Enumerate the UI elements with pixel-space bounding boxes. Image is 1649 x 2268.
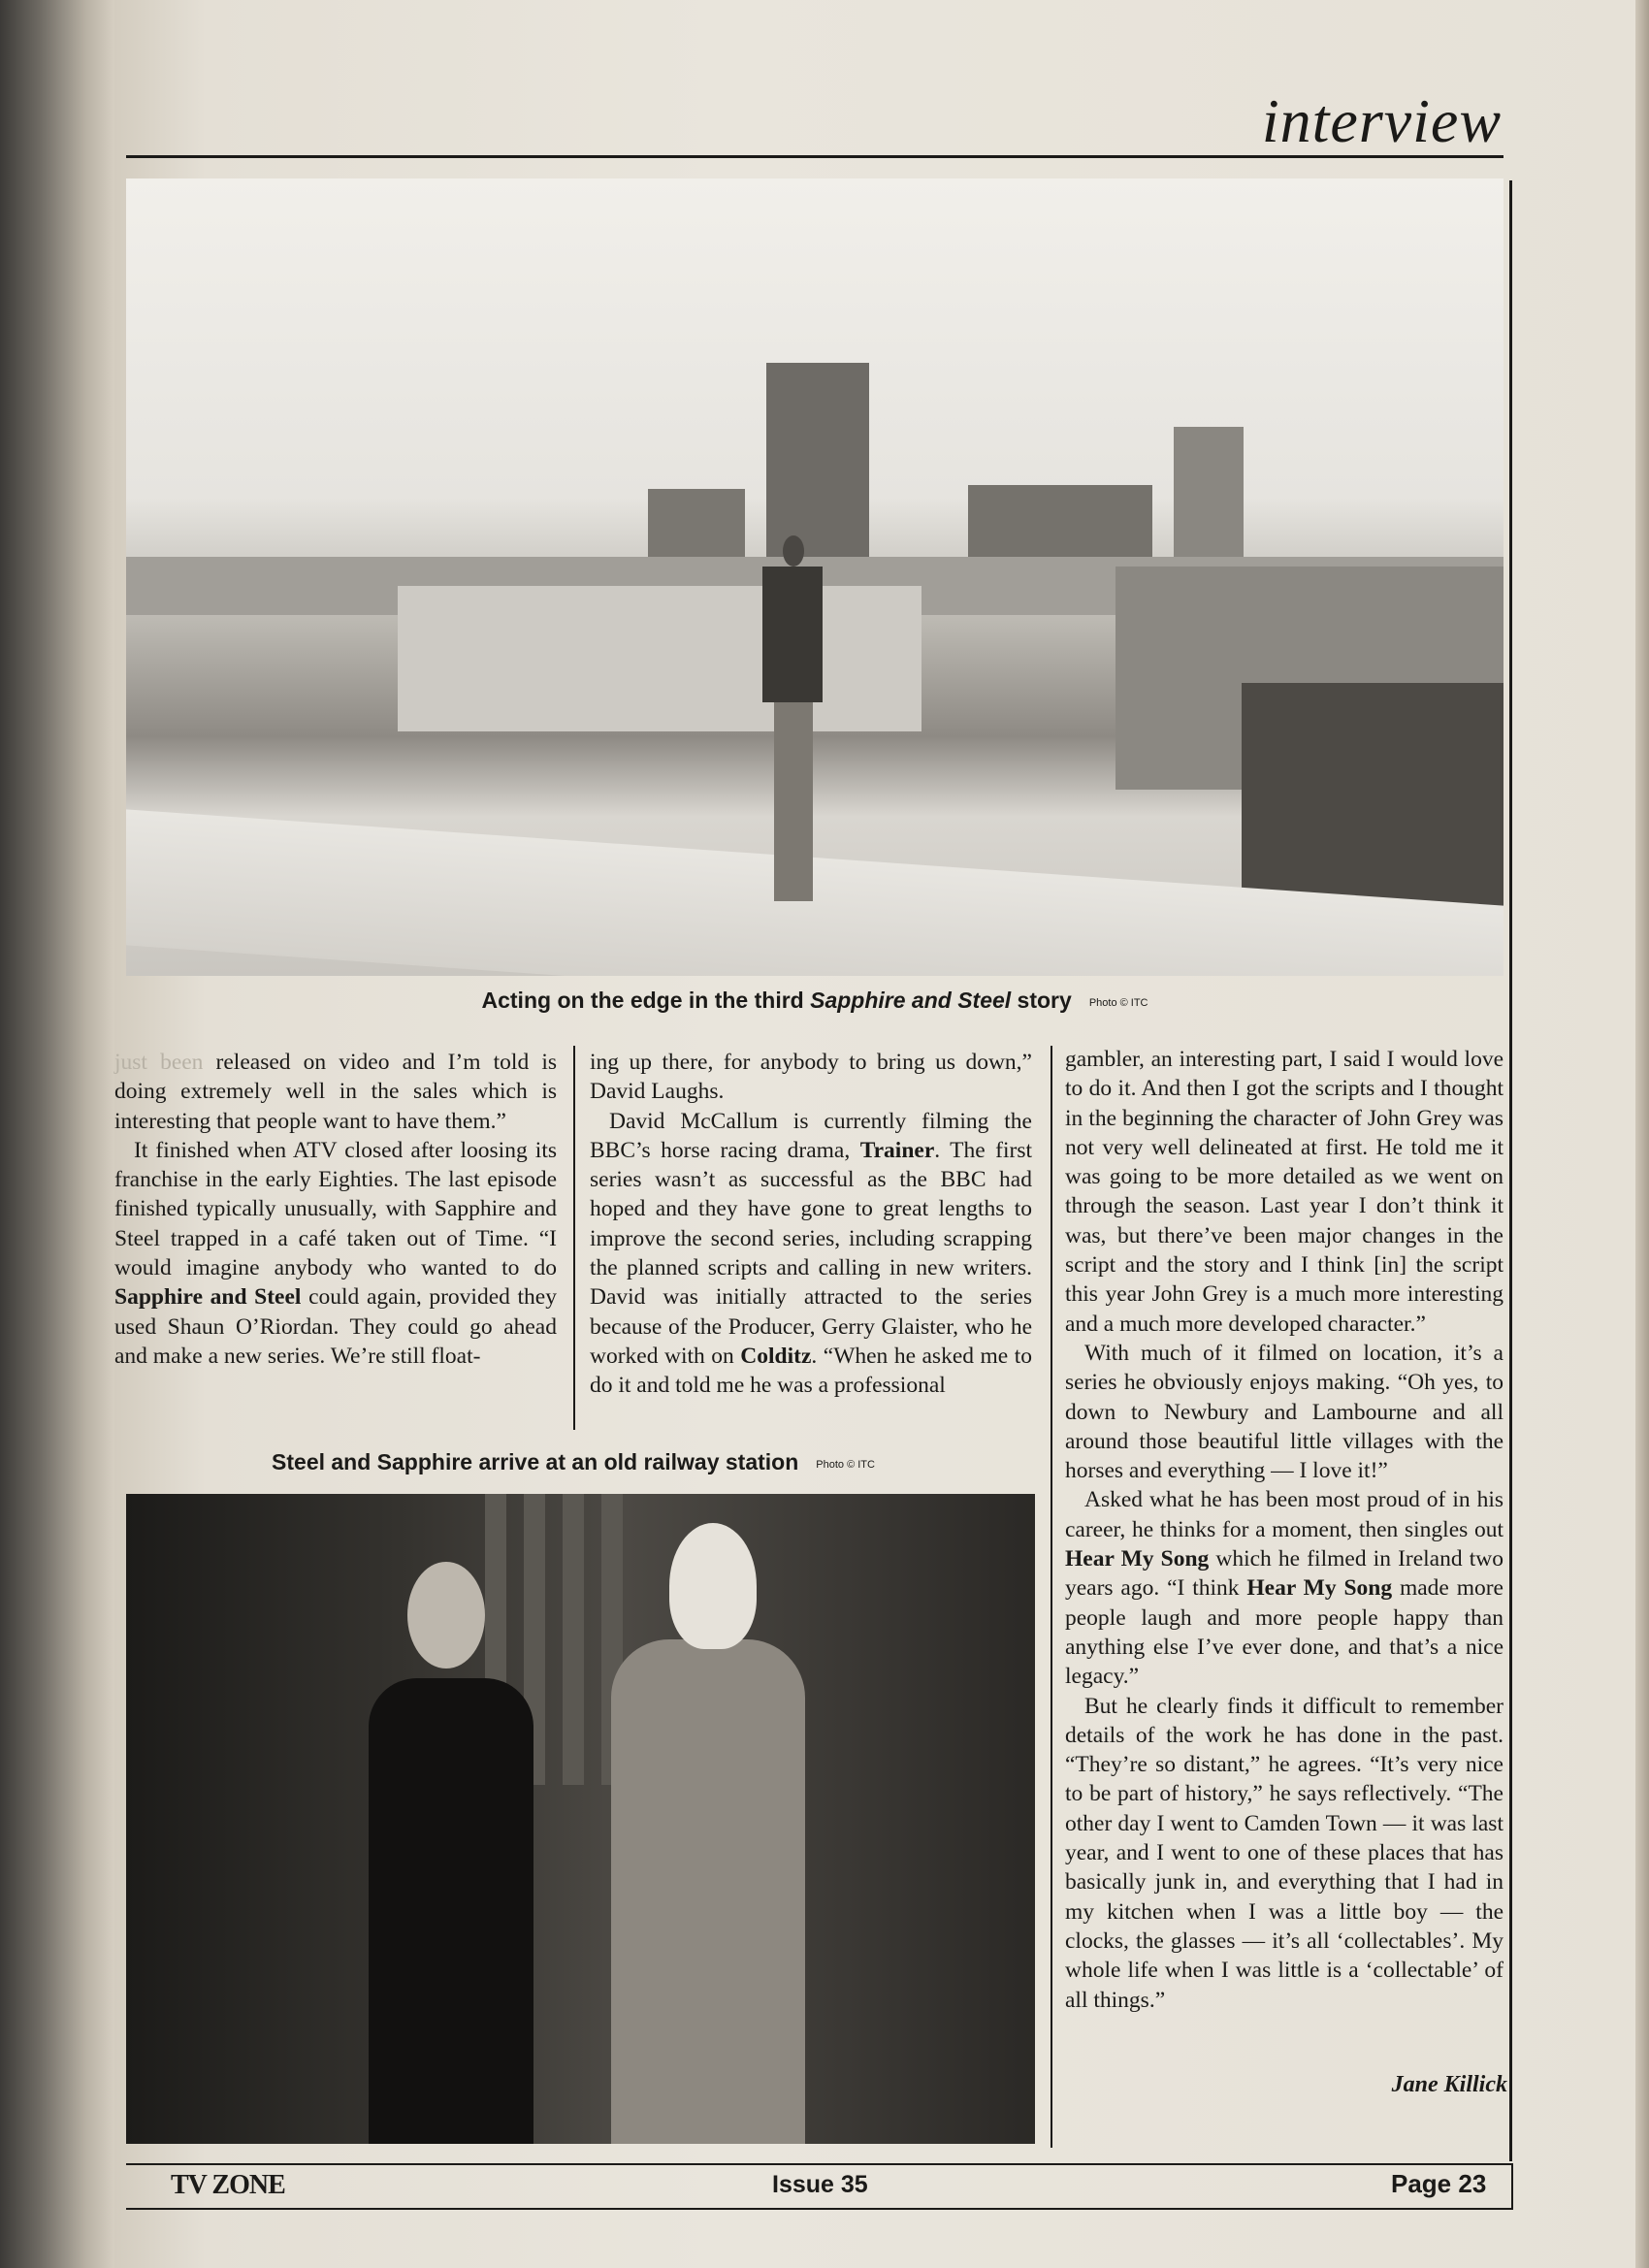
author-byline: Jane Killick <box>1391 2072 1507 2097</box>
column1-paragraph-1: released on video and I’m told is doing extremely well in the sales which is interesting that people want to have them.” <box>114 1050 557 1134</box>
column1-paragraph-2a: It finished when ATV closed after loosing its franchise in the early Eighties. The last episode finished typically unusually, with Sapphire and Steel trapped in a café taken out of Time. “I would imagine anybody who wanted to do <box>114 1137 557 1281</box>
column3-paragraph-1: gambler, an interesting part, I said I would love to do it. And then I got the scripts and I thought in the beginning the character of John Grey was not very well delineated at first. He told me it was going to be more detailed as we went on through the season. Last year I don’t think it was, but there’ve been major changes in the script and the story and I think [in] the script this year John Grey is a much more interesting and a much more developed character.” <box>1065 1047 1504 1337</box>
column3-paragraph-3c: made more people laugh and more people happy than anything else I’ve ever done, and that’s a nice legacy.” <box>1065 1575 1504 1690</box>
show-title-bold: Sapphire and Steel <box>114 1284 302 1311</box>
film-title-2: Hear My Song <box>1246 1575 1393 1602</box>
column3-paragraph-3a: Asked what he has been most proud of in his career, he thinks for a moment, then singles out <box>1065 1487 1504 1542</box>
magazine-logo: TV ZONE <box>171 2170 285 2200</box>
column2-paragraph-1: ing up there, for anybody to bring us down,” David Laughs. <box>590 1050 1032 1105</box>
footer-rule-top <box>126 2163 1513 2165</box>
photo-credit: Photo © ITC <box>816 1459 875 1471</box>
photo-credit: Photo © ITC <box>1088 997 1148 1009</box>
caption-suffix: story <box>1011 988 1072 1013</box>
caption-prefix: Acting on the edge in the third <box>481 988 811 1013</box>
bottom-photo-caption <box>114 1449 1032 1475</box>
page-number: Page 23 <box>1391 2169 1487 2198</box>
column3-paragraph-2: With much of it filmed on location, it’s a series he obviously enjoys making. “Oh yes, to down to Newbury and Lambourne and all around those beautiful little villages with the horses and everything — I love it!” <box>1065 1340 1504 1484</box>
column2-paragraph-2a: David McCallum is currently filming the BBC’s horse racing drama, <box>590 1108 1032 1163</box>
frame-rule-right <box>1509 180 1512 2161</box>
footer-rule-right <box>1511 2163 1513 2210</box>
issue-number: Issue 35 <box>772 2171 868 2198</box>
show-title-trainer: Trainer <box>859 1137 935 1163</box>
footer-rule-bottom <box>126 2208 1513 2210</box>
article-column-2 <box>590 1048 1032 1401</box>
column1-paragraph-2b: could again, provided they used Shaun O’Riordan. They could go ahead and make a new series. We’re still float- <box>114 1284 557 1369</box>
column3-paragraph-3b: which he filmed in Ireland two years ago. “I think <box>1065 1546 1504 1602</box>
page-binding-shadow <box>0 0 114 2268</box>
page-edge <box>1635 0 1649 2268</box>
section-title: interview <box>1261 86 1502 155</box>
article-column-3 <box>1065 1045 1504 2015</box>
caption-text: Steel and Sapphire arrive at an old railway station <box>272 1449 799 1474</box>
rooftop-photo <box>126 178 1504 976</box>
column2-paragraph-2b: . The first series wasn’t as successful as the BBC had hoped and they have gone to great lengths to improve the second series, including scrapping the planned scripts and calling in new writers. David was initially attracted to the series because of the Producer, Gerry Glaister, who he worked with on <box>590 1137 1032 1369</box>
column2-paragraph-2c: . “When he asked me to do it and told me he was a professional <box>590 1343 1033 1399</box>
header-rule <box>126 155 1504 158</box>
show-title-colditz: Colditz <box>740 1343 812 1369</box>
caption-show-title: Sapphire and Steel <box>810 988 1012 1013</box>
top-photo-caption <box>126 988 1504 1014</box>
column-rule-1 <box>573 1046 575 1430</box>
film-title-1: Hear My Song <box>1065 1546 1210 1572</box>
column3-paragraph-4: But he clearly finds it difficult to remember details of the work he has done in the past. “They’re so distant,” he agrees. “It’s very nice to be part of history,” he says reflectively. “The other day I went to Camden Town — it was last year, and I went to one of these places that has basically junk in, and everything that I had in my kitchen when I was a little boy — the clocks, the glasses — it’s all ‘collectables’. My whole life when I was little is a ‘collectable’ of all things.” <box>1065 1693 1504 2013</box>
column-rule-2 <box>1051 1046 1052 2148</box>
article-column-1 <box>114 1048 557 1371</box>
railway-station-photo <box>126 1494 1035 2144</box>
faded-text: just been <box>114 1050 204 1075</box>
